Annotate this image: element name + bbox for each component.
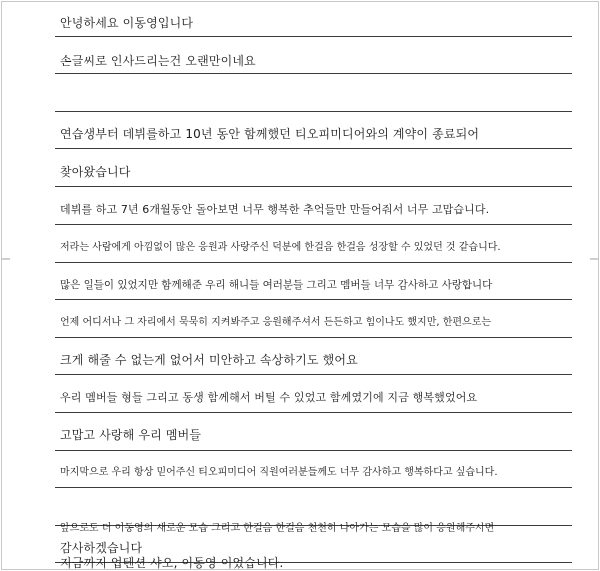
letter-line-sorry: 크게 해줄 수 없는게 없어서 미안하고 속상하기도 했어요: [60, 353, 358, 367]
letter-line-thanks: 데뷔를 하고 7년 6개월동안 돌아보면 너무 행복한 추억들만 만들어줘서 너무 고맙습니다.: [60, 203, 490, 216]
ruled-line: [55, 73, 572, 74]
letter-line-intro: 손글씨로 인사드리는건 오랜만이네요: [60, 54, 256, 68]
ruled-line: [55, 412, 572, 413]
letter-line-contract: 연습생부터 데뷔를하고 10년 동안 함께했던 티오피미디어와의 계약이 종료되어: [60, 127, 480, 141]
ruled-line: [55, 262, 572, 263]
right-margin-mark: [590, 258, 598, 260]
letter-line-members: 우리 멤버들 형들 그리고 동생 함께해서 버틸 수 있었고 함께였기에 지금 행복했었어요: [60, 391, 478, 404]
ruled-line: [55, 374, 572, 375]
ruled-line: [55, 487, 572, 488]
ruled-line: [55, 224, 572, 225]
letter-line-future: 앞으로도 더 이동영의 새로운 모습 그리고 한걸음 한걸음 천천히 나아가는 모습을 많이 응원해주시면: [60, 523, 495, 534]
letter-line-greeting: 안녕하세요 이동영입니다: [60, 16, 194, 30]
ruled-line: [55, 299, 572, 300]
ruled-line: [55, 111, 572, 112]
letter-line-grateful: 감사하겠습니다: [60, 541, 143, 555]
ruled-line: [55, 337, 572, 338]
ruled-line: [55, 186, 572, 187]
letter-line-signoff: 지금까지 업텐션 샤오, 이동영 이었습니다.: [60, 556, 284, 570]
letter-line-visit: 찾아왔습니다: [60, 165, 131, 179]
letter-line-watching: 언제 어디서나 그 자리에서 묵묵히 지켜봐주고 응원해주셔서 든든하고 힘이나도 했지만, 한편으로는: [60, 317, 492, 328]
ruled-line: [55, 148, 572, 149]
letter-line-fans: 많은 일들이 있었지만 함께해준 우리 해니들 여러분들 그리고 멤버들 너무 감사하고 사랑합니다: [60, 279, 493, 291]
letter-line-support: 저라는 사람에게 아낌없이 많은 응원과 사랑주신 덕분에 한걸음 한걸음 성장할 수 있었던 것 같습니다.: [60, 242, 501, 253]
letter-line-love: 고맙고 사랑해 우리 멤버들: [60, 428, 202, 442]
ruled-line: [55, 36, 572, 37]
ruled-line: [55, 450, 572, 451]
letter-line-staff: 마지막으로 우리 항상 믿어주신 티오피미디어 직원여러분들께도 너무 감사하고 행복하다고 싶습니다.: [60, 467, 498, 478]
left-margin-mark: [2, 258, 10, 260]
